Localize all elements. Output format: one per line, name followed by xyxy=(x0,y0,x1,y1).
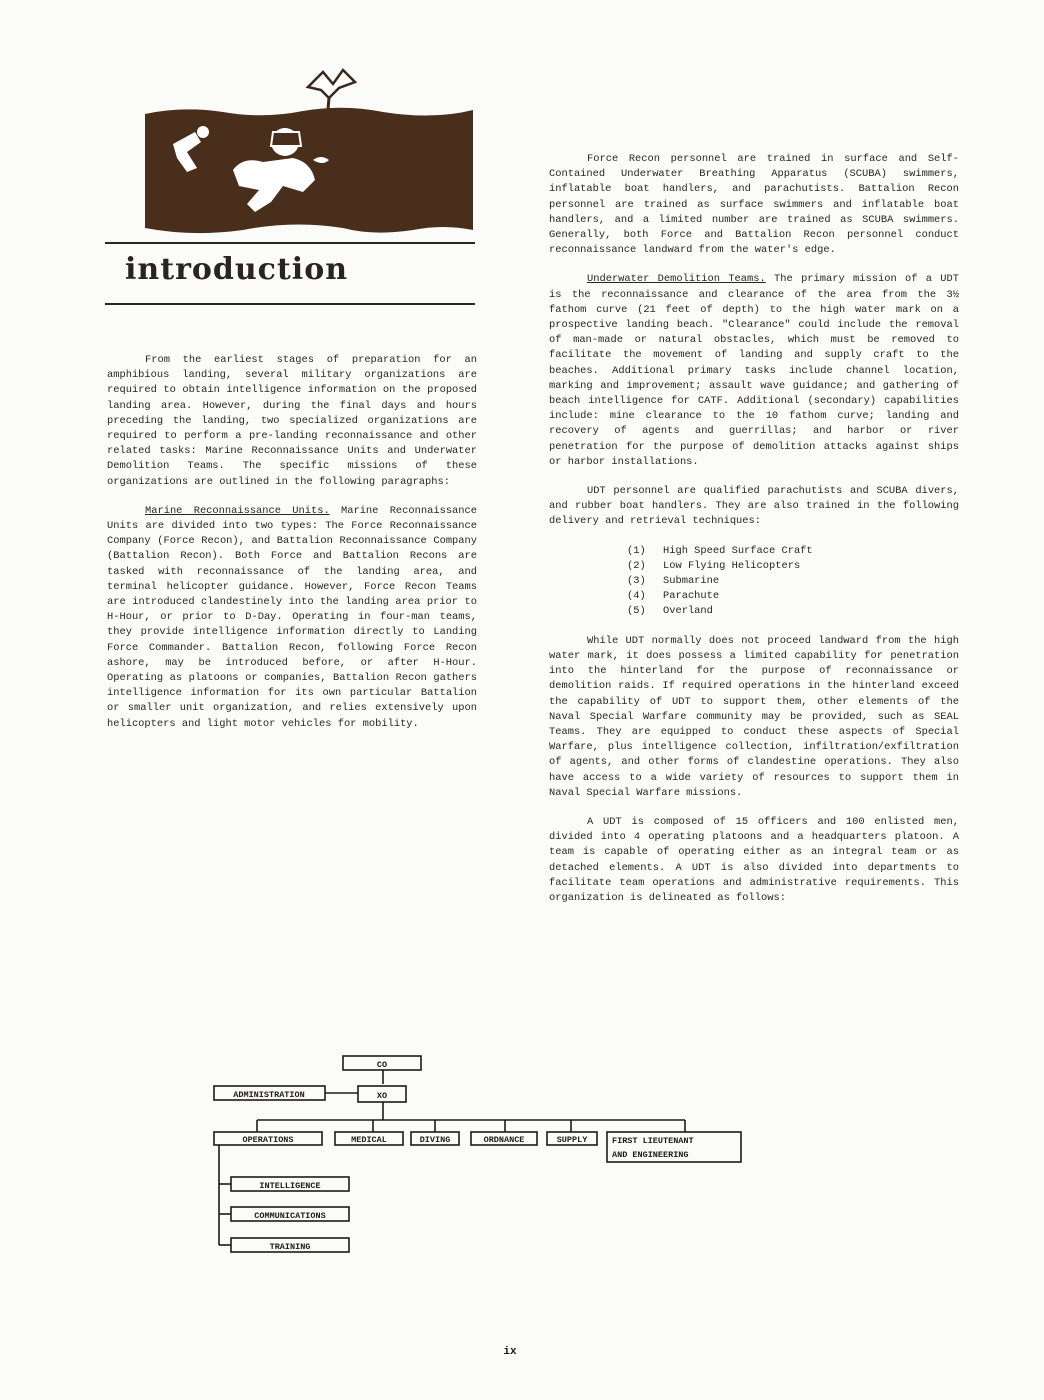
page-number: ix xyxy=(503,1346,517,1358)
org-label-xo: XO xyxy=(376,1091,388,1101)
list-text: Submarine xyxy=(663,575,720,588)
page-title: introduction xyxy=(125,252,349,287)
title-rule-bottom xyxy=(105,303,475,305)
section-heading: Marine Reconnaissance Units. xyxy=(145,504,330,517)
title-rule-top xyxy=(105,242,475,244)
paragraph: A UDT is composed of 15 officers and 100 enlisted men, divided into 4 operating platoons and a headquarters platoon. A team is capable of operating either as an integral team or as detached elements. A UDT is also divided into departments to facilitate team operations and administrative requirements. This organization is delineated as follows: xyxy=(549,815,959,904)
list-text: High Speed Surface Craft xyxy=(663,544,813,557)
list-text: Parachute xyxy=(663,590,720,603)
seabird-icon xyxy=(308,70,355,98)
list-item xyxy=(627,559,959,574)
org-label-training: TRAINING xyxy=(269,1242,311,1252)
udt-organization-chart xyxy=(205,1048,765,1263)
left-column xyxy=(107,353,477,746)
org-label-first-lieutenant: FIRST LIEUTENANT xyxy=(612,1136,694,1146)
list-item xyxy=(627,604,959,619)
list-item xyxy=(627,574,959,589)
list-number: (5) xyxy=(627,605,646,618)
frogmen-banner-illustration xyxy=(143,62,475,237)
paragraph: While UDT normally does not proceed landward from the high water mark, it does possess a limited capability for penetration into the hinterland for the purpose of reconnaissance or demolition raids. If required operations in the hinterland exceed the capability of UDT to support them, other elements of the Naval Special Warfare community may be provided, such as SEAL Teams. They are equipped to conduct these aspects of Special Warfare, plus intelligence collection, infiltration/exfiltration of agents, and other forms of clandestine operations. They also have access to a wide variety of resources to support them in Naval Special Warfare missions. xyxy=(549,634,959,799)
org-label-intelligence: INTELLIGENCE xyxy=(259,1181,321,1191)
list-item xyxy=(627,544,959,559)
org-label-medical: MEDICAL xyxy=(351,1135,387,1145)
org-label-co: CO xyxy=(376,1060,388,1070)
list-number: (1) xyxy=(627,544,646,557)
org-label-diving: DIVING xyxy=(419,1135,451,1145)
paragraph xyxy=(549,272,959,470)
org-label-engineering: AND ENGINEERING xyxy=(612,1150,689,1160)
org-label-operations: OPERATIONS xyxy=(242,1135,294,1145)
section-heading: Underwater Demolition Teams. xyxy=(587,273,766,286)
list-text: Low Flying Helicopters xyxy=(663,559,801,572)
list-number: (3) xyxy=(627,575,646,588)
list-text: Overland xyxy=(663,605,713,618)
org-label-supply: SUPPLY xyxy=(556,1135,588,1145)
list-item xyxy=(627,589,959,604)
right-column xyxy=(549,152,959,920)
org-label-communications: COMMUNICATIONS xyxy=(254,1211,326,1221)
paragraph: UDT personnel are qualified parachutists and SCUBA divers, and rubber boat handlers. They are also trained in the following delivery and retrieval techniques: xyxy=(549,485,959,528)
list-number: (2) xyxy=(627,559,646,572)
list-number: (4) xyxy=(627,590,646,603)
org-label-administration: ADMINISTRATION xyxy=(233,1090,305,1100)
paragraph: Force Recon personnel are trained in surface and Self-Contained Underwater Breathing Apparatus (SCUBA) swimmers, inflatable boat handlers, and parachutists. Battalion Recon personnel are trained as surface swimmers and inflatable boat handlers, and a limited number are trained as SCUBA swimmers. Generally, both Force and Battalion Recon personnel conduct reconnaissance landward from the water's edge. xyxy=(549,153,959,257)
paragraph xyxy=(107,504,477,732)
paragraph-body: The primary mission of a UDT is the reconnaissance and clearance of the area from the 3½ fathom curve (21 feet of depth) to the high water mark on a prospective landing beach. "Clearance" could include the removal of man-made or natural obstacles, which must be removed to facilitate the movement of landing and supply craft to the beaches. Additional primary tasks include channel location, marking and improvement; assault wave guidance; and gathering of beach intelligence for CATF. Additional (secondary) capabilities include: mine clearance to the 10 fathom curve; landing and recovery of agents and guerrillas; and harbor or river penetration for the purpose of demolition attacks against ships or harbor installations. xyxy=(549,273,960,468)
paragraph: From the earliest stages of preparation for an amphibious landing, several military organizations are required to obtain intelligence information on the proposed landing area. However, during the final days and hours preceding the landing, two specialized organizations are required to perform a pre-landing reconnaissance and other related tasks: Marine Reconnaissance Units and Underwater Demolition Teams. The specific missions of these organizations are outlined in the following paragraphs: xyxy=(107,354,477,488)
delivery-techniques-list xyxy=(627,544,959,620)
paragraph-body: Marine Reconnaissance Units are divided into two types: The Force Reconnaissance Company (Force Recon), and Battalion Reconnaissance Company (Battalion Recon). Both Force and Battalion Recons are tasked with reconnaissance of the landing area, and terminal helicopter guidance. However, Force Recon Teams are introduced clandestinely into the landing area prior to H-Hour, or prior to D-Day. Operating in four-man teams, they provide intelligence information directly to Landing Force Commander. Battalion Recon, following Force Recon ashore, may be introduced before, or after H-Hour. Operating as platoons or companies, Battalion Recon gathers intelligence information for its own particular Battalion or smaller unit organization, and relies extensively upon helicopters and light motor vehicles for mobility. xyxy=(107,504,477,730)
org-label-ordnance: ORDNANCE xyxy=(483,1135,525,1145)
